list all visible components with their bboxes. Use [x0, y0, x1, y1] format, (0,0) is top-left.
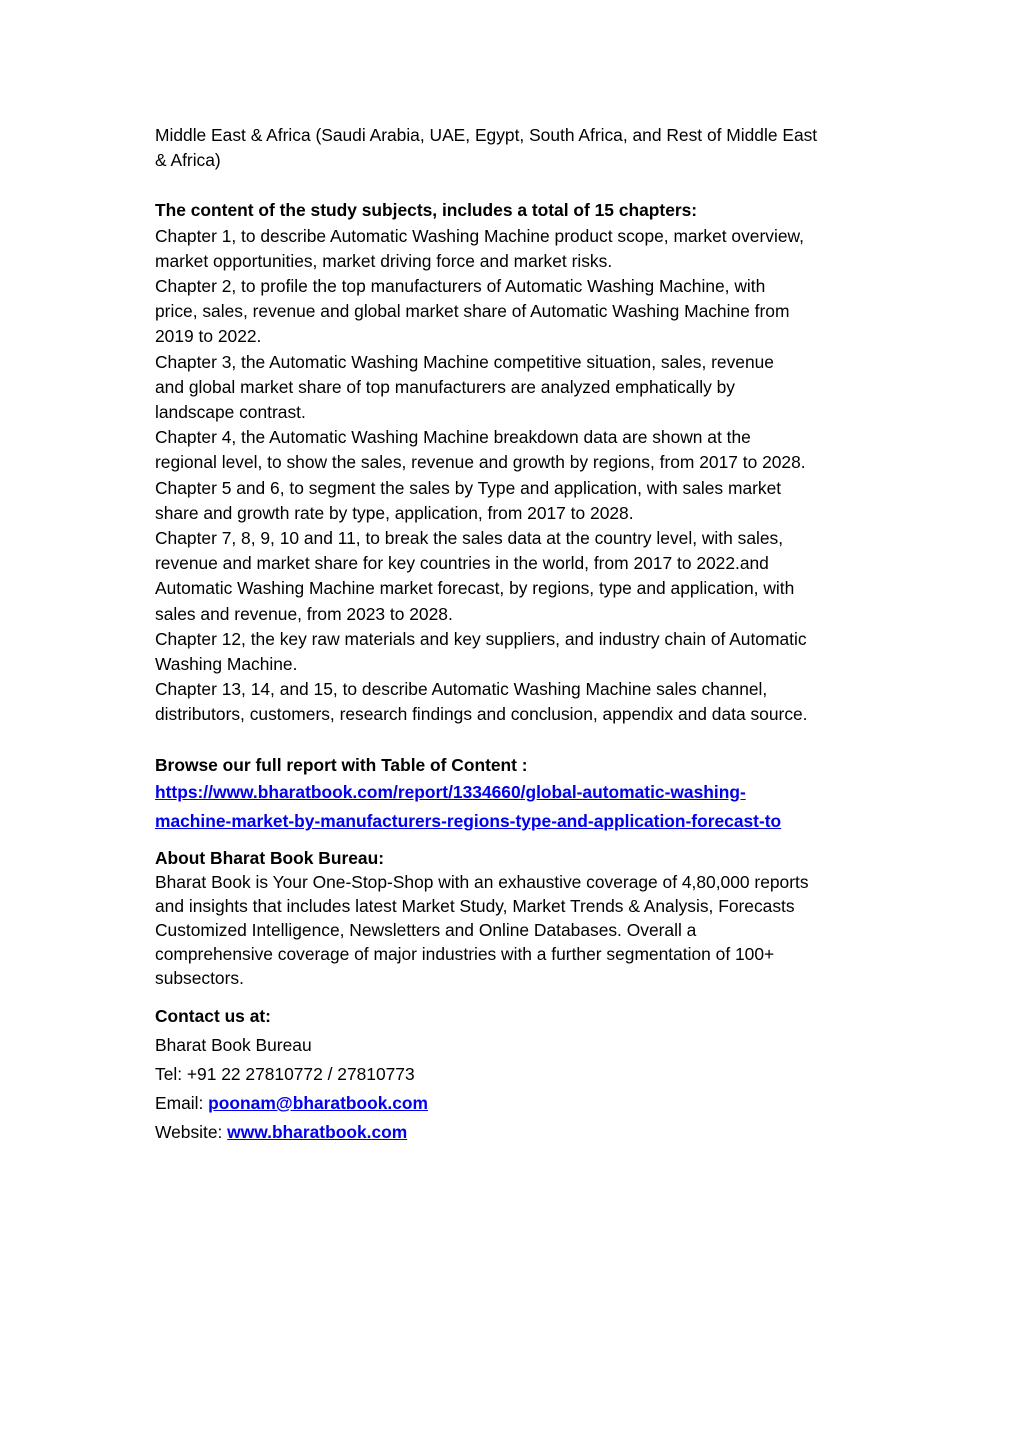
browse-section [155, 753, 875, 836]
chapters-section [155, 198, 875, 727]
chapter-line: distributors, customers, research findings and conclusion, appendix and data source. [155, 704, 808, 725]
browse-heading: Browse our full report with Table of Content : [155, 754, 528, 775]
contact-website-link[interactable]: www.bharatbook.com [227, 1121, 408, 1142]
chapter-line: share and growth rate by type, application, from 2017 to 2028. [155, 502, 634, 523]
chapter-line: revenue and market share for key countries in the world, from 2017 to 2022.and [155, 553, 769, 574]
document-page [155, 123, 875, 1147]
chapter-line: sales and revenue, from 2023 to 2028. [155, 603, 453, 624]
chapter-line: regional level, to show the sales, revenue and growth by regions, from 2017 to 2028. [155, 452, 806, 473]
chapter-line: Chapter 3, the Automatic Washing Machine competitive situation, sales, revenue [155, 351, 774, 372]
about-line: Bharat Book is Your One-Stop-Shop with an exhaustive coverage of 4,80,000 reports [155, 871, 809, 892]
about-heading: About Bharat Book Bureau: [155, 847, 384, 868]
intro-paragraph [155, 123, 875, 173]
chapter-line: landscape contrast. [155, 402, 306, 423]
chapter-line: 2019 to 2022. [155, 326, 262, 347]
contact-heading: Contact us at: [155, 1005, 271, 1026]
intro-line: & Africa) [155, 150, 221, 171]
contact-tel: Tel: +91 22 27810772 / 27810773 [155, 1063, 415, 1084]
about-line: subsectors. [155, 967, 244, 988]
chapter-line: Chapter 12, the key raw materials and key suppliers, and industry chain of Automatic [155, 628, 807, 649]
report-link-line-1[interactable]: https://www.bharatbook.com/report/1334660/global-automatic-washing- [155, 781, 746, 802]
chapter-line: Washing Machine. [155, 654, 298, 675]
report-link-continued[interactable] [155, 807, 875, 836]
chapter-line: Chapter 1, to describe Automatic Washing Machine product scope, market overview, [155, 225, 804, 246]
about-line: Customized Intelligence, Newsletters and Online Databases. Overall a [155, 919, 697, 940]
chapter-line: Chapter 2, to profile the top manufacturers of Automatic Washing Machine, with [155, 276, 766, 297]
contact-website-row [155, 1118, 875, 1147]
contact-email-link[interactable]: poonam@bharatbook.com [208, 1092, 429, 1113]
about-line: comprehensive coverage of major industries with a further segmentation of 100+ [155, 943, 775, 964]
contact-company: Bharat Book Bureau [155, 1034, 312, 1055]
intro-line: Middle East & Africa (Saudi Arabia, UAE, Egypt, South Africa, and Rest of Middle East [155, 125, 818, 145]
contact-email-row [155, 1089, 875, 1118]
chapter-line: price, sales, revenue and global market share of Automatic Washing Machine from [155, 301, 790, 322]
about-section [155, 846, 875, 990]
contact-section [155, 1002, 875, 1147]
report-link[interactable] [155, 778, 875, 807]
contact-website-label: Website: [155, 1121, 228, 1142]
chapter-line: market opportunities, market driving force and market risks. [155, 250, 613, 271]
chapters-heading: The content of the study subjects, includes a total of 15 chapters: [155, 200, 698, 221]
chapter-line: Chapter 7, 8, 9, 10 and 11, to break the sales data at the country level, with sales, [155, 528, 784, 549]
chapter-line: Chapter 5 and 6, to segment the sales by Type and application, with sales market [155, 477, 782, 498]
chapter-line: Chapter 4, the Automatic Washing Machine breakdown data are shown at the [155, 427, 751, 448]
report-link-line-2[interactable]: machine-market-by-manufacturers-regions-type-and-application-forecast-to [155, 810, 782, 831]
chapter-line: Chapter 13, 14, and 15, to describe Automatic Washing Machine sales channel, [155, 679, 768, 700]
chapter-line: Automatic Washing Machine market forecast, by regions, type and application, with [155, 578, 795, 599]
contact-email-label: Email: [155, 1092, 209, 1113]
about-line: and insights that includes latest Market Study, Market Trends & Analysis, Forecasts [155, 895, 795, 916]
chapter-line: and global market share of top manufacturers are analyzed emphatically by [155, 376, 736, 397]
